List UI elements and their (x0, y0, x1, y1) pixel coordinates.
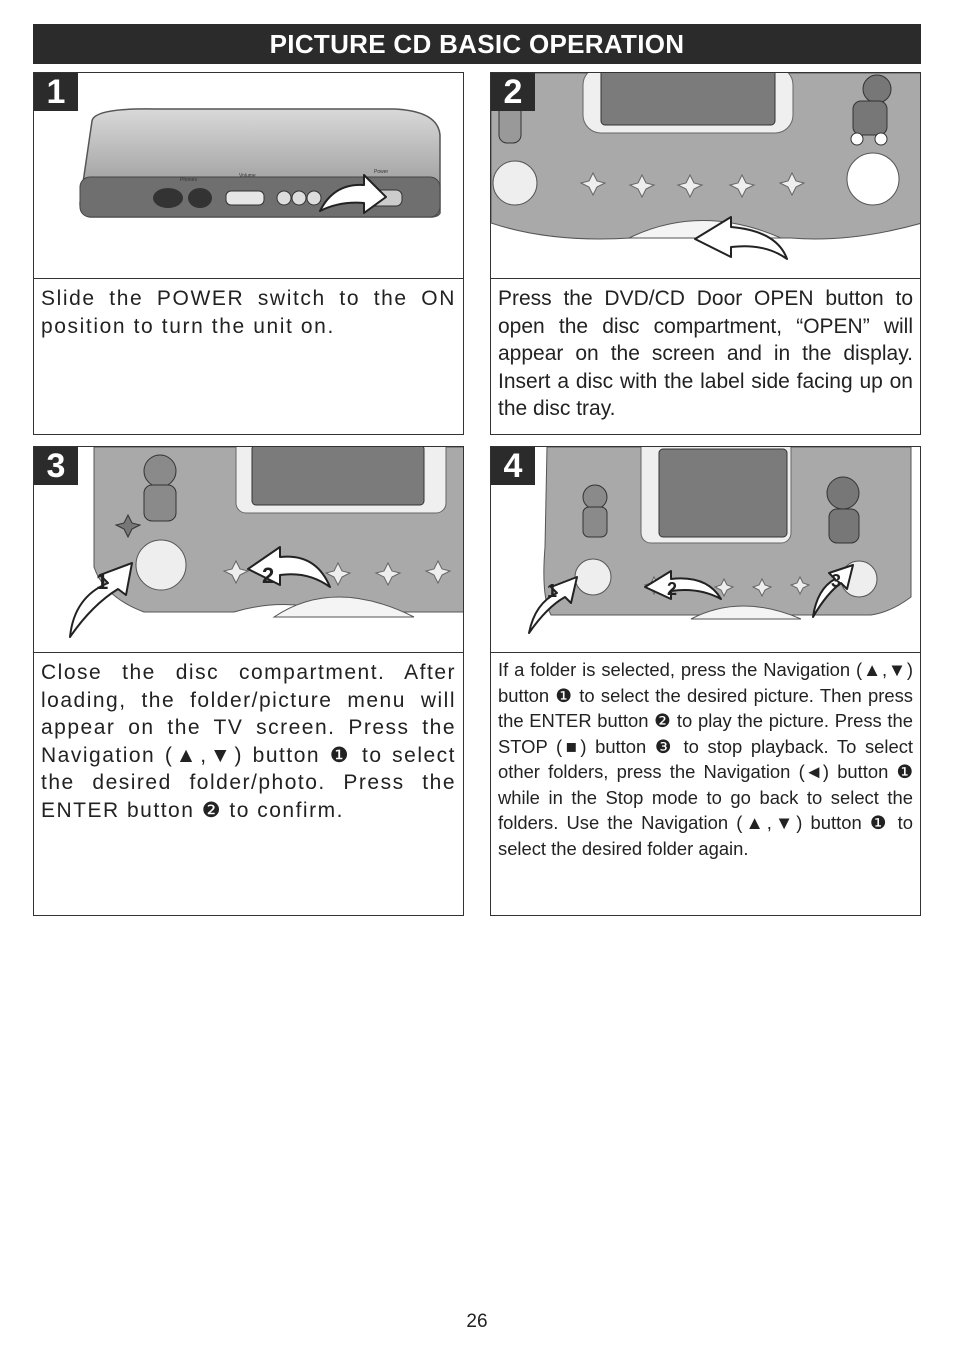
step-2-panel (490, 72, 921, 435)
power-label: Power (374, 169, 389, 175)
phones-jack-label: Phones (180, 177, 197, 183)
step-3-instruction: Close the disc compartment. After loading, the folder/picture menu will appear on the TV screen. Press the Navigation (▲,▼) button ❶ to select the desired folder/photo. Press the ENTER button ❷ to confirm. (41, 661, 456, 822)
navigation-button-icon (136, 540, 186, 590)
monkey-character-icon (144, 455, 176, 521)
step-2-illustration (491, 73, 920, 279)
callout-number: 1 (96, 569, 109, 594)
step-number-badge: 2 (491, 73, 535, 111)
page-title: PICTURE CD BASIC OPERATION (269, 28, 685, 59)
player-controls-illustration (34, 447, 463, 652)
step-4-illustration (491, 447, 920, 653)
player-front-view-illustration (491, 73, 920, 278)
step-2-instruction: Press the DVD/CD Door OPEN button to open the disc compartment, “OPEN” will appear on the screen and in the display. Insert a disc with the label side facing up on the disc tray. (498, 287, 913, 420)
step-1-panel (33, 72, 464, 435)
step-3-panel (33, 446, 464, 916)
step-1-instruction: Slide the POWER switch to the ON position to turn the unit on. (41, 287, 456, 338)
callout-number: 2 (667, 579, 678, 599)
step-1-illustration (34, 73, 463, 279)
step-number-badge: 1 (34, 73, 78, 111)
navigation-button-icon (575, 559, 611, 595)
callout-number: 1 (547, 581, 558, 601)
page-header (33, 24, 921, 64)
step-4-panel (490, 446, 921, 916)
callout-number: 2 (262, 563, 275, 588)
step-4-instruction: If a folder is selected, press the Navigation (▲,▼) button ❶ to select the desired picture. Then press the ENTER button ❷ to play the picture. Press the STOP (■) button ❸ to stop playback. To select other folders, press the Navigation (◄) button ❶ while in the Stop mode to go back to select the folders. Use the Navigation (▲,▼) button ❶ to select the desired folder again. (498, 659, 913, 859)
volume-label: Volume (239, 173, 256, 179)
player-side-view-illustration (34, 73, 463, 278)
callout-number: 3 (831, 571, 842, 591)
monkey-character-icon (583, 485, 607, 537)
page-number: 26 (466, 1311, 488, 1332)
step-number-badge: 4 (491, 447, 535, 485)
player-controls-illustration (491, 447, 920, 652)
step-3-illustration (34, 447, 463, 653)
step-number-badge: 3 (34, 447, 78, 485)
